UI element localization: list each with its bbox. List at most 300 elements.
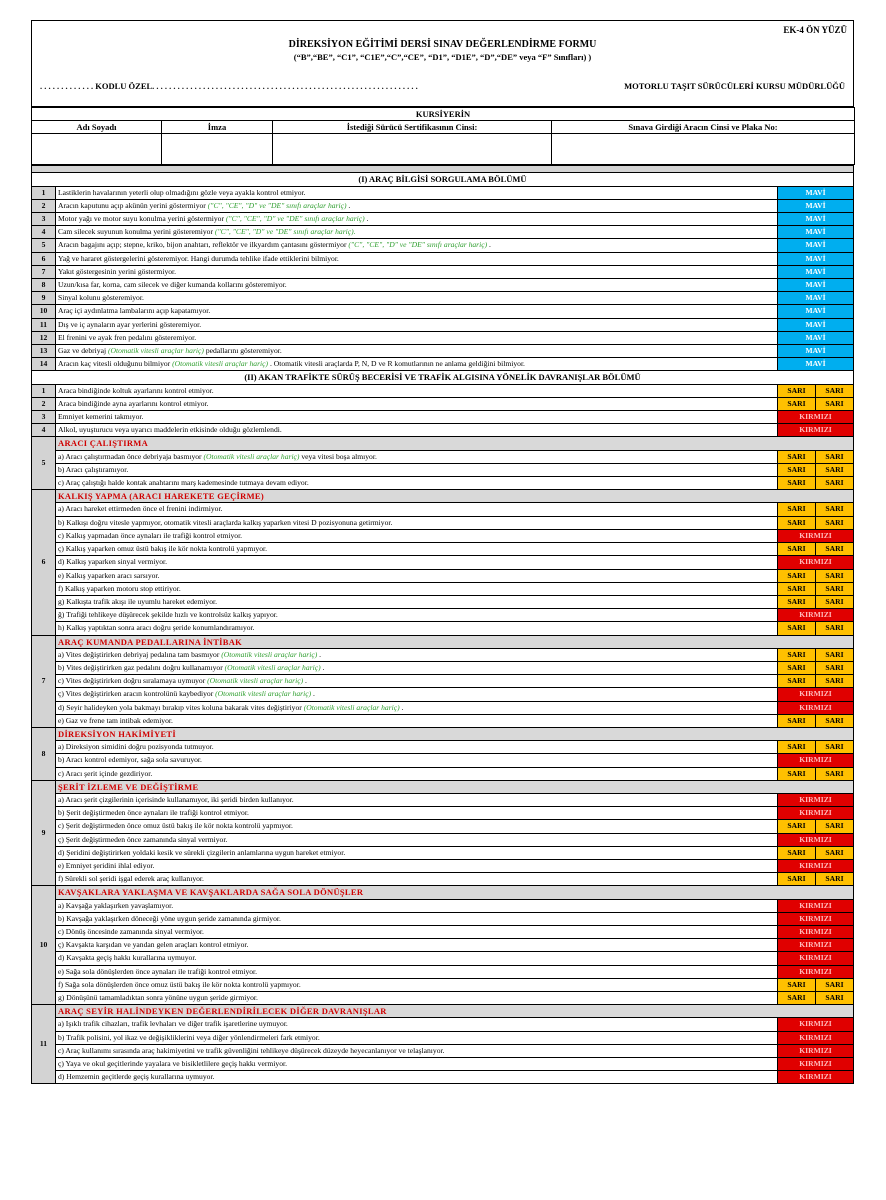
rating-mavi[interactable]: MAVİ: [778, 279, 854, 292]
criterion-text: [56, 859, 778, 872]
rating-sari[interactable]: SARI: [816, 714, 854, 727]
criterion-text: [56, 648, 778, 661]
row-number: 1: [32, 186, 56, 199]
criterion-text: [56, 569, 778, 582]
exception-note: (Otomatik vitesli araçlar hariç): [221, 649, 318, 659]
criterion-label: g) Dönüşünü tamamladıktan sonra yönüne uygun şeride girmiyor.: [58, 993, 258, 1002]
rating-kirmizi[interactable]: KIRMIZI: [778, 1058, 854, 1071]
rating-mavi[interactable]: MAVİ: [778, 199, 854, 212]
criterion-text: [56, 846, 778, 859]
criterion-label: g) Kalkışta trafik akışı ile uyumlu hareket edemiyor.: [58, 596, 218, 606]
rating-kirmizi[interactable]: KIRMIZI: [778, 701, 854, 714]
rating-sari[interactable]: SARI: [778, 714, 816, 727]
rating-kirmizi[interactable]: KIRMIZI: [778, 1071, 854, 1084]
rating-mavi[interactable]: MAVİ: [778, 318, 854, 331]
rating-kirmizi[interactable]: KIRMIZI: [778, 1031, 854, 1044]
exception-note: ("C", "CE", "D" ve "DE" sınıfı araçlar hariç): [348, 240, 488, 250]
group-number: 8: [32, 727, 56, 780]
table-row: [32, 648, 854, 661]
form-header: [31, 20, 854, 107]
group-title: ARAÇ KUMANDA PEDALLARINA İNTİBAK: [56, 635, 854, 648]
criterion-label: Emniyet kemerini takmıyor.: [58, 412, 144, 422]
table-row: [32, 503, 854, 516]
rating-kirmizi[interactable]: KIRMIZI: [778, 793, 854, 806]
criterion-text: [56, 965, 778, 978]
criterion-text: [56, 516, 778, 529]
criterion-label: d) Kalkış yaparken sinyal vermiyor.: [58, 557, 168, 567]
rating-sari[interactable]: SARI: [816, 992, 854, 1005]
rating-sari[interactable]: SARI: [778, 516, 816, 529]
row-number: 4: [32, 226, 56, 239]
rating-kirmizi[interactable]: KIRMIZI: [778, 833, 854, 846]
rating-kirmizi[interactable]: KIRMIZI: [778, 529, 854, 542]
group-header-row: [32, 1005, 854, 1018]
rating-sari[interactable]: SARI: [778, 397, 816, 410]
rating-sari[interactable]: SARI: [778, 820, 816, 833]
row-number: 3: [32, 213, 56, 226]
rating-kirmizi[interactable]: KIRMIZI: [778, 1044, 854, 1057]
criterion-label: c) Araç kullanımı sırasında araç hakimiyetini ve trafik güvenliğini tehlikeye düşürecek düzeyde heyecanlanıyor ve telaşlanıyor.: [58, 1045, 445, 1055]
criterion-label: Araca bindiğinde ayna ayarlarını kontrol etmiyor.: [58, 398, 209, 408]
criterion-label: f) Sürekli sol şeridi işgal ederek araç kullanıyor.: [58, 874, 204, 884]
criterion-text: [56, 186, 778, 199]
table-row: [32, 186, 854, 199]
criterion-suffix: .: [317, 649, 322, 659]
rating-sari[interactable]: SARI: [816, 767, 854, 780]
table-row: [32, 912, 854, 925]
criterion-text: [56, 675, 778, 688]
rating-sari[interactable]: SARI: [778, 384, 816, 397]
rating-kirmizi[interactable]: KIRMIZI: [778, 925, 854, 938]
criterion-label: ç) Kavşakta karşıdan ve yandan gelen araçları kontrol etmiyor.: [58, 940, 249, 950]
rating-sari[interactable]: SARI: [778, 543, 816, 556]
criterion-text: [56, 925, 778, 938]
criterion-text: [56, 279, 778, 292]
rating-sari[interactable]: SARI: [778, 741, 816, 754]
criterion-suffix: .: [303, 676, 307, 686]
certificate-field[interactable]: [273, 134, 552, 165]
criterion-label: e) Kalkış yaparken aracı sarsıyor.: [58, 570, 160, 580]
criterion-text: [56, 767, 778, 780]
criterion-text: [56, 873, 778, 886]
criterion-text: [56, 807, 778, 820]
criterion-text: [56, 252, 778, 265]
table-row: [32, 516, 854, 529]
criterion-text: [56, 1044, 778, 1057]
row-number: 2: [32, 199, 56, 212]
rating-kirmizi[interactable]: KIRMIZI: [778, 939, 854, 952]
criterion-label: f) Sağa sola dönüşlerden önce omuz üstü bakış ile kör nokta kontrolü yapmıyor.: [58, 979, 301, 989]
criterion-label: a) Aracı şerit çizgilerinin içerisinde kullanamıyor, iki şeridi birden kullanıyor.: [58, 794, 294, 804]
table-row: [32, 1058, 854, 1071]
rating-kirmizi[interactable]: KIRMIZI: [778, 688, 854, 701]
rating-kirmizi[interactable]: KIRMIZI: [778, 859, 854, 872]
group-header-row: [32, 727, 854, 740]
criterion-text: [56, 754, 778, 767]
criterion-label: ğ) Trafiği tehlikeye düşürecek şekilde hızlı ve kontrolsüz kalkış yapıyor.: [58, 610, 278, 620]
row-number: 12: [32, 331, 56, 344]
table-row: [32, 595, 854, 608]
criterion-suffix: .: [311, 689, 315, 699]
criterion-text: [56, 543, 778, 556]
rating-kirmizi[interactable]: KIRMIZI: [778, 965, 854, 978]
table-row: [32, 622, 854, 635]
rating-sari[interactable]: SARI: [778, 622, 816, 635]
criterion-label: ç) Şerit değiştirmeden önce zamanında sinyal vermiyor.: [58, 834, 228, 844]
criterion-text: [56, 345, 778, 358]
rating-sari[interactable]: SARI: [778, 450, 816, 463]
criterion-label: Sinyal kolunu gösteremiyor.: [58, 293, 144, 303]
row-number: 6: [32, 252, 56, 265]
criterion-label: a) Işıklı trafik cihazları, trafik levhaları ve diğer trafik işaretlerine uymuyor.: [58, 1019, 288, 1029]
criterion-text: [56, 833, 778, 846]
table-row: [32, 1071, 854, 1084]
criterion-text: [56, 477, 778, 490]
criterion-label: a) Vites değiştirirken debriyaj pedalına tam basmıyor: [58, 649, 222, 659]
row-number: 10: [32, 305, 56, 318]
table-row: [32, 305, 854, 318]
rating-sari[interactable]: SARI: [816, 741, 854, 754]
table-row: [32, 582, 854, 595]
criterion-suffix: .: [346, 200, 351, 210]
rating-sari[interactable]: SARI: [816, 450, 854, 463]
rating-kirmizi[interactable]: KIRMIZI: [778, 899, 854, 912]
exception-note: ("C", "CE", "D" ve "DE" sınıfı araçlar hariç).: [214, 227, 356, 237]
rating-sari[interactable]: SARI: [816, 622, 854, 635]
criterion-text: [56, 1018, 778, 1031]
name-field[interactable]: [32, 134, 162, 165]
rating-mavi[interactable]: MAVİ: [778, 358, 854, 371]
rating-sari[interactable]: SARI: [816, 675, 854, 688]
rating-mavi[interactable]: MAVİ: [778, 265, 854, 278]
rating-sari[interactable]: SARI: [778, 503, 816, 516]
criterion-label: d) Kavşakta geçiş hakkı kurallarına uymuyor.: [58, 953, 197, 963]
group-title: DİREKSİYON HAKİMİYETİ: [56, 727, 854, 740]
rating-sari[interactable]: SARI: [816, 397, 854, 410]
criterion-label: c) Kalkış yapmadan önce aynaları ile trafiği kontrol etmiyor.: [58, 530, 243, 540]
table-row: [32, 358, 854, 371]
row-number: 11: [32, 318, 56, 331]
criterion-suffix: . Otomatik vitesli araçlarda P, N, D ve R komutlarının ne anlama geldiğini bilmiyor.: [268, 359, 525, 369]
section1-title: (I) ARAÇ BİLGİSİ SORGULAMA BÖLÜMÜ: [32, 173, 854, 186]
exception-note: ("C", "CE", "D" ve "DE" sınıfı araçlar hariç): [207, 200, 347, 210]
criterion-label: ç) Kalkış yaparken omuz üstü bakış ile kör nokta kontrolü yapmıyor.: [58, 544, 267, 554]
rating-sari[interactable]: SARI: [816, 463, 854, 476]
group-title: KAVŞAKLARA YAKLAŞMA VE KAVŞAKLARDA SAĞA SOLA DÖNÜŞLER: [56, 886, 854, 899]
criterion-text: [56, 384, 778, 397]
criterion-text: [56, 609, 778, 622]
criterion-label: b) Aracı çalıştıramıyor.: [58, 464, 129, 474]
criterion-label: a) Aracı hareket ettirmeden önce el frenini indirmiyor.: [58, 504, 223, 514]
rating-mavi[interactable]: MAVİ: [778, 331, 854, 344]
rating-mavi[interactable]: MAVİ: [778, 305, 854, 318]
criterion-label: Yağ ve hararet göstergelerini gösteremiyor. Hangi durumda tehlike ifade ettiklerini bilmiyor.: [58, 253, 339, 263]
criterion-text: [56, 992, 778, 1005]
criterion-label: e) Sağa sola dönüşlerden önce aynaları ile trafiği kontrol etmiyor.: [58, 966, 258, 976]
rating-sari[interactable]: SARI: [816, 820, 854, 833]
table-row: [32, 252, 854, 265]
rating-sari[interactable]: SARI: [816, 873, 854, 886]
table-row: [32, 318, 854, 331]
exception-note: (Otomatik vitesli araçlar hariç): [107, 346, 204, 356]
evaluation-form: [31, 20, 854, 1084]
exception-note: (Otomatik vitesli araçlar hariç): [215, 689, 312, 699]
rating-sari[interactable]: SARI: [778, 992, 816, 1005]
group-number: 10: [32, 886, 56, 1005]
rating-sari[interactable]: SARI: [778, 463, 816, 476]
rating-sari[interactable]: SARI: [778, 978, 816, 991]
criterion-label: Araç içi aydınlatma lambalarını açıp kapatamıyor.: [58, 306, 211, 316]
criterion-label: Motor yağı ve motor suyu konulma yerini göstermiyor: [58, 214, 226, 224]
rating-sari[interactable]: SARI: [778, 661, 816, 674]
group-number: 11: [32, 1005, 56, 1084]
rating-kirmizi[interactable]: KIRMIZI: [778, 609, 854, 622]
table-row: [32, 463, 854, 476]
criterion-label: c) Dönüş öncesinde zamanında sinyal vermiyor.: [58, 926, 204, 936]
criterion-suffix: pedallarını gösteremiyor.: [203, 346, 282, 356]
trainee-title: KURSİYERİN: [32, 108, 855, 121]
rating-kirmizi[interactable]: KIRMIZI: [778, 1018, 854, 1031]
table-row: [32, 345, 854, 358]
rating-mavi[interactable]: MAVİ: [778, 345, 854, 358]
rating-sari[interactable]: SARI: [816, 384, 854, 397]
criterion-label: b) Kavşağa yaklaşırken döneceği yöne uygun şeride zamanında girmiyor.: [58, 913, 281, 923]
table-row: [32, 424, 854, 437]
criterion-text: [56, 978, 778, 991]
rating-sari[interactable]: SARI: [816, 569, 854, 582]
table-row: [32, 213, 854, 226]
table-row: [32, 1018, 854, 1031]
table-row: [32, 450, 854, 463]
rating-mavi[interactable]: MAVİ: [778, 226, 854, 239]
criterion-suffix: .: [399, 702, 404, 712]
table-row: [32, 1044, 854, 1057]
table-row: [32, 1031, 854, 1044]
table-row: [32, 292, 854, 305]
criterion-text: [56, 820, 778, 833]
exception-note: (Otomatik vitesli araçlar hariç): [207, 676, 304, 686]
criterion-label: Gaz ve debriyaj: [58, 346, 108, 356]
criterion-text: [56, 529, 778, 542]
criterion-text: [56, 226, 778, 239]
criterion-label: f) Kalkış yaparken motoru stop ettiriyor.: [58, 583, 181, 593]
table-row: [32, 741, 854, 754]
table-row: [32, 965, 854, 978]
criterion-text: [56, 556, 778, 569]
criterion-text: [56, 397, 778, 410]
criterion-label: b) Kalkışı doğru vitesle yapmıyor, otomatik vitesli araçlarda kalkış yaparken vitesi D pozisyonuna getirmiyor.: [58, 517, 393, 527]
criterion-label: c) Şerit değiştirmeden önce omuz üstü bakış ile kör nokta kontrolü yapmıyor.: [58, 821, 293, 831]
group-number: 6: [32, 490, 56, 635]
table-row: [32, 529, 854, 542]
criterion-label: e) Gaz ve frene tam intibak edemiyor.: [58, 715, 173, 725]
section2-title: (II) AKAN TRAFİKTE SÜRÜŞ BECERİSİ VE TRAFİK ALGISINA YÖNELİK DAVRANIŞLAR BÖLÜMÜ: [32, 371, 854, 384]
table-row: [32, 569, 854, 582]
table-row: [32, 661, 854, 674]
table-row: [32, 873, 854, 886]
rating-sari[interactable]: SARI: [778, 569, 816, 582]
table-row: [32, 384, 854, 397]
criterion-text: [56, 503, 778, 516]
form-subtitle: (“B”,“BE”, “C1”, “C1E”,“C”,“CE”, “D1”, “D1E”, “D”,“DE” veya “F” Sınıfları) ): [293, 52, 592, 62]
criterion-label: b) Şerit değiştirmeden önce aynaları ile trafiği kontrol etmiyor.: [58, 808, 249, 818]
criterion-label: Aracın bagajını açıp; stepne, kriko, bijon anahtarı, reflektör ve ilkyardım çantasını göstermiyor: [58, 240, 349, 250]
trainee-table: [31, 107, 855, 165]
table-row: [32, 714, 854, 727]
criterion-text: [56, 939, 778, 952]
criterion-label: Yakıt göstergesinin yerini göstermiyor.: [58, 266, 177, 276]
criterion-label: a) Direksiyon simidini doğru pozisyonda tutmuyor.: [58, 742, 214, 752]
criterion-label: Aracın kaç vitesli olduğunu bilmiyor: [58, 359, 173, 369]
table-row: [32, 978, 854, 991]
rating-sari[interactable]: SARI: [778, 675, 816, 688]
rating-sari[interactable]: SARI: [778, 477, 816, 490]
rating-sari[interactable]: SARI: [816, 543, 854, 556]
rating-sari[interactable]: SARI: [816, 661, 854, 674]
school-directorate: MOTORLU TAŞIT SÜRÜCÜLERİ KURSU MÜDÜRLÜĞÜ: [624, 81, 845, 91]
table-row: [32, 688, 854, 701]
criterion-text: [56, 793, 778, 806]
rating-mavi[interactable]: MAVİ: [778, 239, 854, 252]
row-number: 8: [32, 279, 56, 292]
rating-mavi[interactable]: MAVİ: [778, 186, 854, 199]
rating-sari[interactable]: SARI: [816, 582, 854, 595]
criterion-text: [56, 265, 778, 278]
rating-sari[interactable]: SARI: [778, 595, 816, 608]
row-number: 3: [32, 411, 56, 424]
group-header-row: [32, 780, 854, 793]
signature-field[interactable]: [162, 134, 273, 165]
criterion-label: d) Seyir halideyken yola bakmayı bırakıp vites koluna bakarak vites değiştiriyor: [58, 702, 304, 712]
criterion-label: a) Aracı çalıştırmadan önce debriyaja basmıyor: [58, 451, 204, 461]
criterion-text: [56, 318, 778, 331]
rating-sari[interactable]: SARI: [816, 978, 854, 991]
criterion-suffix: veya vitesi boşa almıyor.: [299, 451, 377, 461]
criterion-label: b) Vites değiştirirken gaz pedalını doğru kullanamıyor: [58, 662, 225, 672]
rating-sari[interactable]: SARI: [778, 582, 816, 595]
rating-sari[interactable]: SARI: [816, 503, 854, 516]
table-row: [32, 543, 854, 556]
criterion-label: e) Emniyet şeridini ihlal ediyor.: [58, 860, 155, 870]
rating-kirmizi[interactable]: KIRMIZI: [778, 807, 854, 820]
criterion-text: [56, 741, 778, 754]
criterion-suffix: .: [364, 214, 369, 224]
rating-kirmizi[interactable]: KIRMIZI: [778, 754, 854, 767]
criterion-label: a) Kavşağa yaklaşırken yavaşlamıyor.: [58, 900, 174, 910]
rating-mavi[interactable]: MAVİ: [778, 252, 854, 265]
group-number: 5: [32, 437, 56, 490]
group-number: 9: [32, 780, 56, 886]
criterion-label: ç) Yaya ve okul geçitlerinde yayalara ve bisikletlilere geçiş hakkı vermiyor.: [58, 1059, 287, 1069]
criterion-label: ç) Vites değiştirirken aracın kontrolünü kaybediyor: [58, 689, 216, 699]
criterion-text: [56, 213, 778, 226]
rating-sari[interactable]: SARI: [816, 846, 854, 859]
table-row: [32, 952, 854, 965]
rating-sari[interactable]: SARI: [778, 846, 816, 859]
rating-sari[interactable]: SARI: [816, 516, 854, 529]
rating-kirmizi[interactable]: KIRMIZI: [778, 556, 854, 569]
table-row: [32, 477, 854, 490]
row-number: 7: [32, 265, 56, 278]
group-title: ARAÇ SEYİR HALİNDEYKEN DEĞERLENDİRİLECEK DİĞER DAVRANIŞLAR: [56, 1005, 854, 1018]
table-row: [32, 411, 854, 424]
rating-mavi[interactable]: MAVİ: [778, 213, 854, 226]
table-row: [32, 925, 854, 938]
criterion-text: [56, 358, 778, 371]
rating-sari[interactable]: SARI: [816, 595, 854, 608]
criterion-text: [56, 582, 778, 595]
group-title: KALKIŞ YAPMA (ARACI HAREKETE GEÇİRME): [56, 490, 854, 503]
criterion-label: b) Aracı kontrol edemiyor, sağa sola savuruyor.: [58, 755, 202, 765]
table-row: [32, 793, 854, 806]
rating-kirmizi[interactable]: KIRMIZI: [778, 952, 854, 965]
criterion-text: [56, 661, 778, 674]
table-row: [32, 833, 854, 846]
group-header-row: [32, 635, 854, 648]
criterion-label: Araca bindiğinde koltuk ayarlarını kontrol etmiyor.: [58, 385, 214, 395]
rating-kirmizi[interactable]: KIRMIZI: [778, 424, 854, 437]
rating-kirmizi[interactable]: KIRMIZI: [778, 912, 854, 925]
table-row: [32, 226, 854, 239]
criterion-label: Lastiklerin havalarının yeterli olup olmadığını gözle veya ayakla kontrol etmiyor.: [58, 187, 306, 197]
col-vehicle: Sınava Girdiği Aracın Cinsi ve Plaka No:: [552, 121, 855, 134]
row-number: 5: [32, 239, 56, 252]
col-signature: İmza: [162, 121, 273, 134]
criterion-label: El frenini ve ayak fren pedalını gösteremiyor.: [58, 332, 197, 342]
rating-sari[interactable]: SARI: [816, 477, 854, 490]
rating-sari[interactable]: SARI: [778, 767, 816, 780]
rating-kirmizi[interactable]: KIRMIZI: [778, 411, 854, 424]
criterion-text: [56, 239, 778, 252]
table-row: [32, 820, 854, 833]
rating-sari[interactable]: SARI: [778, 648, 816, 661]
criterion-suffix: .: [487, 240, 491, 250]
table-row: [32, 899, 854, 912]
criterion-text: [56, 688, 778, 701]
criterion-text: [56, 331, 778, 344]
table-row: [32, 701, 854, 714]
criterion-suffix: .: [320, 662, 325, 672]
criterion-text: [56, 292, 778, 305]
rating-sari[interactable]: SARI: [778, 873, 816, 886]
table-row: [32, 939, 854, 952]
criterion-label: Alkol, uyuşturucu veya uyarıcı maddelerin etkisinde olduğu gözlemlendi.: [58, 425, 282, 435]
vehicle-field[interactable]: [552, 134, 855, 165]
criterion-text: [56, 450, 778, 463]
table-row: [32, 279, 854, 292]
exception-note: (Otomatik vitesli araçlar hariç): [303, 702, 400, 712]
form-title: DİREKSİYON EĞİTİMİ DERSİ SINAV DEĞERLENDİRME FORMU: [288, 39, 597, 50]
criterion-text: [56, 1058, 778, 1071]
criterion-text: [56, 899, 778, 912]
criterion-text: [56, 1031, 778, 1044]
criterion-label: c) Vites değiştirirken doğru sıralamaya uymuyor: [58, 676, 208, 686]
table-row: [32, 767, 854, 780]
criterion-text: [56, 595, 778, 608]
table-row: [32, 331, 854, 344]
rating-mavi[interactable]: MAVİ: [778, 292, 854, 305]
table-row: [32, 556, 854, 569]
row-number: 14: [32, 358, 56, 371]
row-number: 9: [32, 292, 56, 305]
criterion-text: [56, 952, 778, 965]
criterion-label: c) Aracı şerit içinde gezdiriyor.: [58, 768, 153, 778]
rating-sari[interactable]: SARI: [816, 648, 854, 661]
school-code: . . . . . . . . . . . . . KODLU ÖZEL. . . . . . . . . . . . . . . . . . . . . . . . . . . . . . . . . . . . . . . . . . . . . . . . . . . . . . . . . . . . . . .: [40, 81, 418, 91]
table-row: [32, 199, 854, 212]
exception-note: (Otomatik vitesli araçlar hariç): [224, 662, 321, 672]
row-number: 4: [32, 424, 56, 437]
